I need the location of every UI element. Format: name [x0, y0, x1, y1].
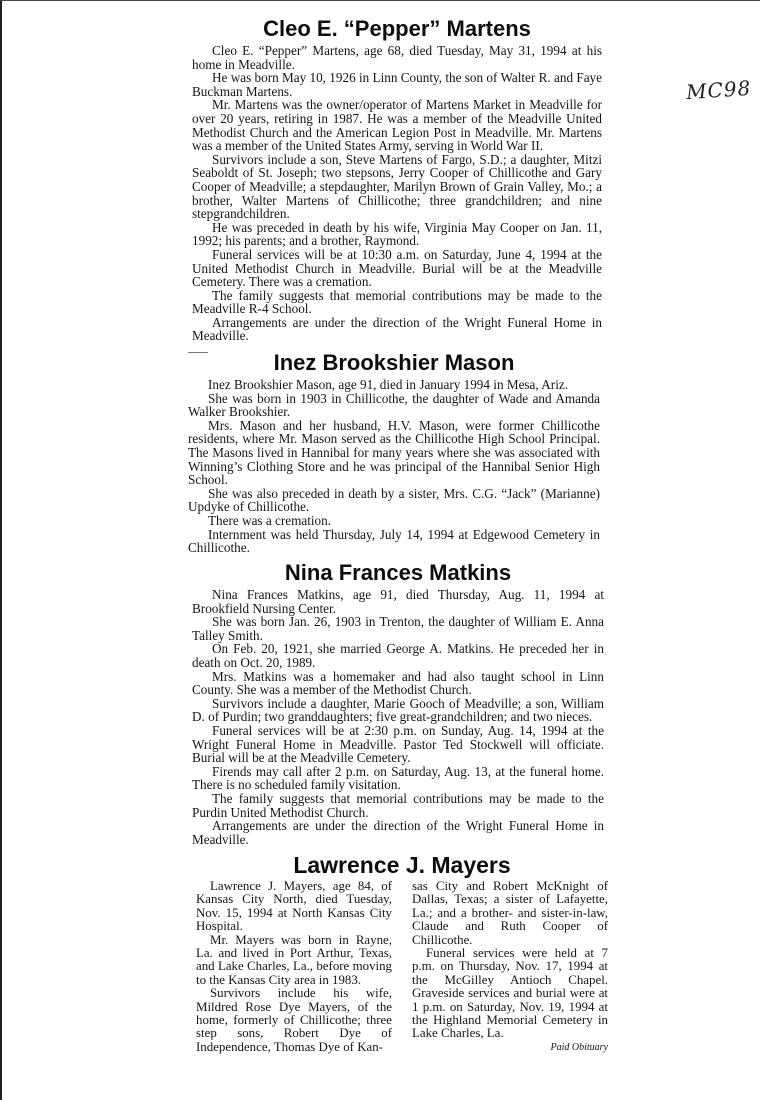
- obituary-paragraph: Inez Brookshier Mason, age 91, died in January 1994 in Mesa, Ariz.: [208, 377, 569, 392]
- obituary-paragraph: Survivors include a daughter, Marie Gooch of Meadville; a son, William D. of Purdin; two granddaughters; five great-grandchildren; and two nieces.: [192, 695, 604, 725]
- obituary-headline: Lawrence J. Mayers: [293, 852, 511, 878]
- obituary-headline: Nina Frances Matkins: [284, 560, 512, 585]
- obituary-paragraph: The family suggests that memorial contributions may be made to the Meadville R-4 School.: [192, 287, 602, 317]
- scan-edge-top: [0, 0, 760, 1]
- obituary-paragraph: She was also preceded in death by a sister, Mrs. C.G. “Jack” (Marianne) Updyke of Chillicothe.: [188, 485, 600, 515]
- obituary-paragraph: Mr. Mayers was born in Rayne, La. and lived in Port Arthur, Texas, and Lake Charles, La., before moving to the Kansas City area in 1983.: [196, 932, 392, 987]
- obituary-paragraph: She was born in 1903 in Chillicothe, the daughter of Wade and Amanda Walker Brookshier.: [188, 390, 600, 420]
- obituary-paragraph: She was born Jan. 26, 1903 in Trenton, the daughter of William E. Anna Talley Smith.: [192, 614, 604, 643]
- obituary-paragraph: Arrangements are under the direction of the Wright Funeral Home in Meadville.: [192, 314, 602, 344]
- obituary-paragraph: Internment was held Thursday, July 14, 1994 at Edgewood Cemetery in Chillicothe.: [188, 526, 600, 556]
- obituary-paragraph: Nina Frances Matkins, age 91, died Thursday, Aug. 11, 1994 at Brookfield Nursing Center.: [192, 587, 604, 616]
- obituary-headline: Cleo E. “Pepper” Martens: [263, 16, 531, 41]
- obituary-paragraph: He was born May 10, 1926 in Linn County, the son of Walter R. and Faye Buckman Martens.: [192, 70, 602, 99]
- obituary-matkins: [192, 560, 604, 846]
- obituary-headline: Inez Brookshier Mason: [273, 350, 515, 375]
- obituary-paragraph: Funeral services were held at 7 p.m. on Thursday, Nov. 17, 1994 at the McGilley Antioch Chapel. Graveside services and burial were at 1 p.m. on Saturday, Nov. 19, 1994 at the Highland Memorial Cemetery in Lake Charles, La.: [412, 946, 608, 1041]
- obituary-paragraph: Survivors include a son, Steve Martens of Fargo, S.D.; a daughter, Mitzi Seaboldt of St. Joseph; two stepsons, Jerry Cooper of Chillicothe and Gary Cooper of Meadville; a stepdaughter, Marilyn Brown of Grain Valley, Mo.; a brother, Walter Martens of Chillicothe; three grandchildren; and nine stepgrandchildren.: [192, 151, 602, 222]
- obituary-paragraph: Funeral services will be at 2:30 p.m. on Sunday, Aug. 14, 1994 at the Wright Funeral Home in Meadville. Pastor Ted Stockwell will officiate. Burial will be at the Meadville Cemetery.: [192, 722, 604, 766]
- two-column-body: [196, 880, 608, 1054]
- paid-obituary-label: Paid Obituary: [550, 1041, 608, 1053]
- obituary-paragraph: Mr. Martens was the owner/operator of Martens Market in Meadville for over 20 years, retiring in 1987. He was a member of the Meadville United Methodist Church and the American Legion Post in Meadville. Mr. Martens was a member of the United States Army, serving in World War II.: [192, 97, 602, 154]
- obituary-paragraph: Lawrence J. Mayers, age 84, of Kansas City North, died Tuesday, Nov. 15, 1994 at North Kansas City Hospital.: [196, 879, 392, 934]
- obituary-paragraph: On Feb. 20, 1921, she married George A. Matkins. He preceded her in death on Oct. 20, 1989.: [192, 641, 604, 670]
- obituary-paragraph: Arrangements are under the direction of the Wright Funeral Home in Meadville.: [192, 818, 604, 847]
- obituary-paragraph: Funeral services will be at 10:30 a.m. on Saturday, June 4, 1994 at the United Methodist Church in Meadville. Burial will be at the Meadville Cemetery. There was a cremation.: [192, 246, 602, 290]
- obituary-paragraph: Mrs. Matkins was a homemaker and had also taught school in Linn County. She was a member of the Methodist Church.: [192, 668, 604, 698]
- obituary-paragraph: There was a cremation.: [208, 512, 332, 528]
- obituary-paragraph: Cleo E. “Pepper” Martens, age 68, died Tuesday, May 31, 1994 at his home in Meadville.: [192, 43, 602, 72]
- obituary-paragraph: The family suggests that memorial contributions may be made to the Purdin United Methodist Church.: [192, 790, 604, 820]
- right-column: [412, 880, 608, 1054]
- obituary-paragraph: Firends may call after 2 p.m. on Saturday, Aug. 13, at the funeral home. There is no scheduled family visitation.: [192, 763, 604, 793]
- handwritten-archive-code: MC98: [685, 75, 752, 105]
- obituary-mason: [188, 350, 600, 555]
- left-column: [196, 880, 392, 1054]
- obituary-martens: [192, 16, 602, 343]
- obituary-paragraph: sas City and Robert McKnight of Dallas, Texas; a sister of Lafayette, La.; and a brother- and sister-in-law, Claude and Ruth Cooper of Chillicothe.: [412, 879, 608, 947]
- obituary-paragraph: Survivors include his wife, Mildred Rose Dye Mayers, of the home, formerly of Chillicothe; three step sons, Robert Dye of Independence, Thomas Dye of Kan-: [196, 986, 392, 1054]
- obituary-mayers: [196, 852, 608, 1054]
- scan-edge-left: [0, 0, 2, 1100]
- obituary-paragraph: Mrs. Mason and her husband, H.V. Mason, were former Chillicothe residents, where Mr. Mason served as the Chillicothe High School Principal. The Masons lived in Hannibal for many years where she was associated with Winning’s Clothing Store and he was principal of the Hannibal Senior High School.: [188, 417, 600, 488]
- obituary-paragraph: He was preceded in death by his wife, Virginia May Cooper on Jan. 11, 1992; his parents; and a brother, Raymond.: [192, 219, 602, 249]
